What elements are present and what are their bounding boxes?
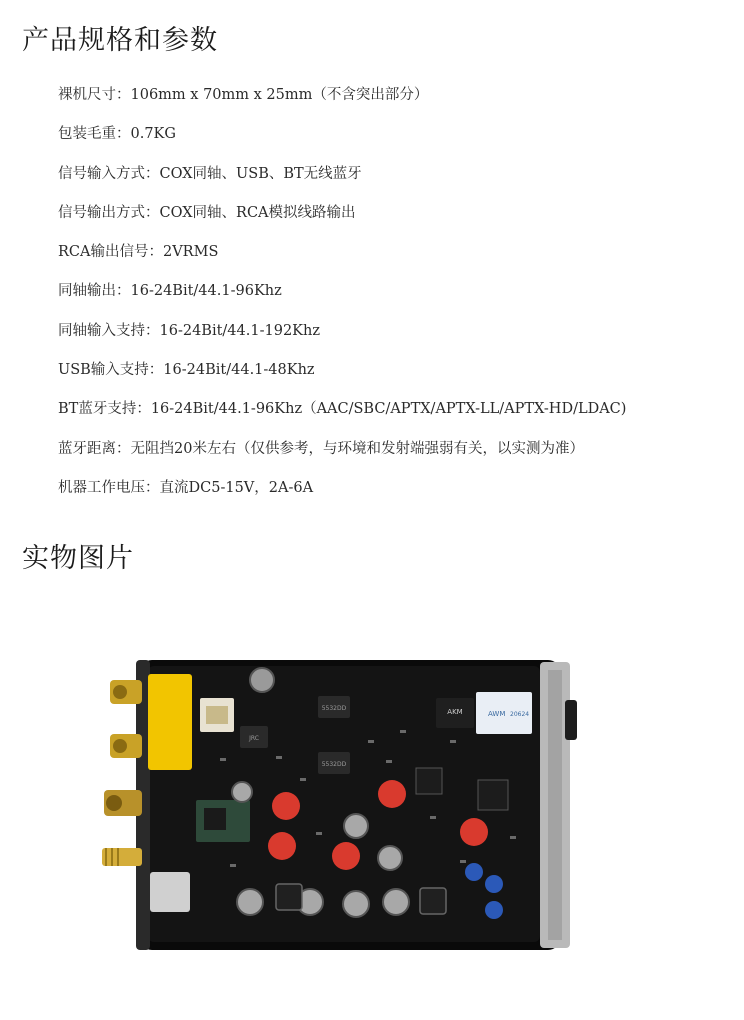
capacitor-red-2: [268, 832, 296, 860]
op-amp-2-label: 5532DD: [321, 761, 347, 768]
awm-code: 20624: [510, 711, 530, 718]
capacitor-silver-8: [232, 782, 252, 802]
usb-port: [150, 872, 190, 912]
capacitor-red-5: [460, 818, 488, 846]
capacitor-silver-3: [378, 846, 402, 870]
dac-board-illustration: [100, 640, 590, 960]
spec-output-methods: 信号输出方式：COX同轴、RCA模拟线路输出: [58, 204, 356, 221]
spec-voltage: 机器工作电压：直流DC5-15V，2A-6A: [58, 479, 314, 496]
antenna-connector: [102, 848, 142, 866]
usb-controller-chip: [478, 780, 508, 810]
inductor-1: [276, 884, 302, 910]
rca-yellow-block: [148, 674, 192, 770]
capacitor-blue-3: [485, 901, 503, 919]
capacitor-silver-6: [343, 891, 369, 917]
capacitor-silver-1: [250, 668, 274, 692]
op-amp-1-label: 5532DD: [321, 705, 347, 712]
capacitor-silver-7: [383, 889, 409, 915]
capacitor-silver-2: [344, 814, 368, 838]
spec-bt-range: 蓝牙距离：无阻挡20米左右（仅供参考，与环境和发射端强弱有关，以实测为准）: [58, 440, 584, 457]
spec-bt-support: BT蓝牙支持：16-24Bit/44.1-96Khz（AAC/SBC/APTX/APTX-LL/APTX-HD/LDAC): [58, 401, 627, 418]
rca-jack-2-hole: [113, 739, 127, 753]
capacitor-red-1: [272, 792, 300, 820]
section-title-specs: 产品规格和参数: [22, 25, 218, 56]
op-amp-3-label: JRC: [249, 735, 259, 742]
spec-list: [58, 83, 626, 515]
capacitor-red-4: [378, 780, 406, 808]
spec-coax-output: 同轴输出：16-24Bit/44.1-96Khz: [58, 283, 282, 300]
awm-label: AWM: [488, 710, 506, 718]
spec-usb-input: USB输入支持：16-24Bit/44.1-48Khz: [58, 362, 315, 379]
spec-input-methods: 信号输入方式：COX同轴、USB、BT无线蓝牙: [58, 165, 362, 182]
receiver-chip: [416, 768, 442, 794]
headphone-jack: [565, 700, 577, 740]
spec-coax-input: 同轴输入支持：16-24Bit/44.1-192Khz: [58, 322, 320, 339]
front-plate-inner: [548, 670, 562, 940]
spec-weight: 包装毛重：0.7KG: [58, 126, 176, 143]
product-photo: [100, 640, 590, 960]
coax-jack-hole: [106, 795, 122, 811]
akm-chip-label: AKM: [447, 708, 463, 716]
inductor-2: [420, 888, 446, 914]
spec-dimensions: 裸机尺寸：106mm x 70mm x 25mm（不含突出部分）: [58, 87, 429, 103]
rca-jack-1-hole: [113, 685, 127, 699]
capacitor-blue-1: [465, 863, 483, 881]
capacitor-blue-2: [485, 875, 503, 893]
capacitor-red-3: [332, 842, 360, 870]
spec-rca-output: RCA输出信号：2VRMS: [58, 244, 219, 261]
section-title-photo: 实物图片: [22, 543, 134, 574]
capacitor-silver-4: [237, 889, 263, 915]
